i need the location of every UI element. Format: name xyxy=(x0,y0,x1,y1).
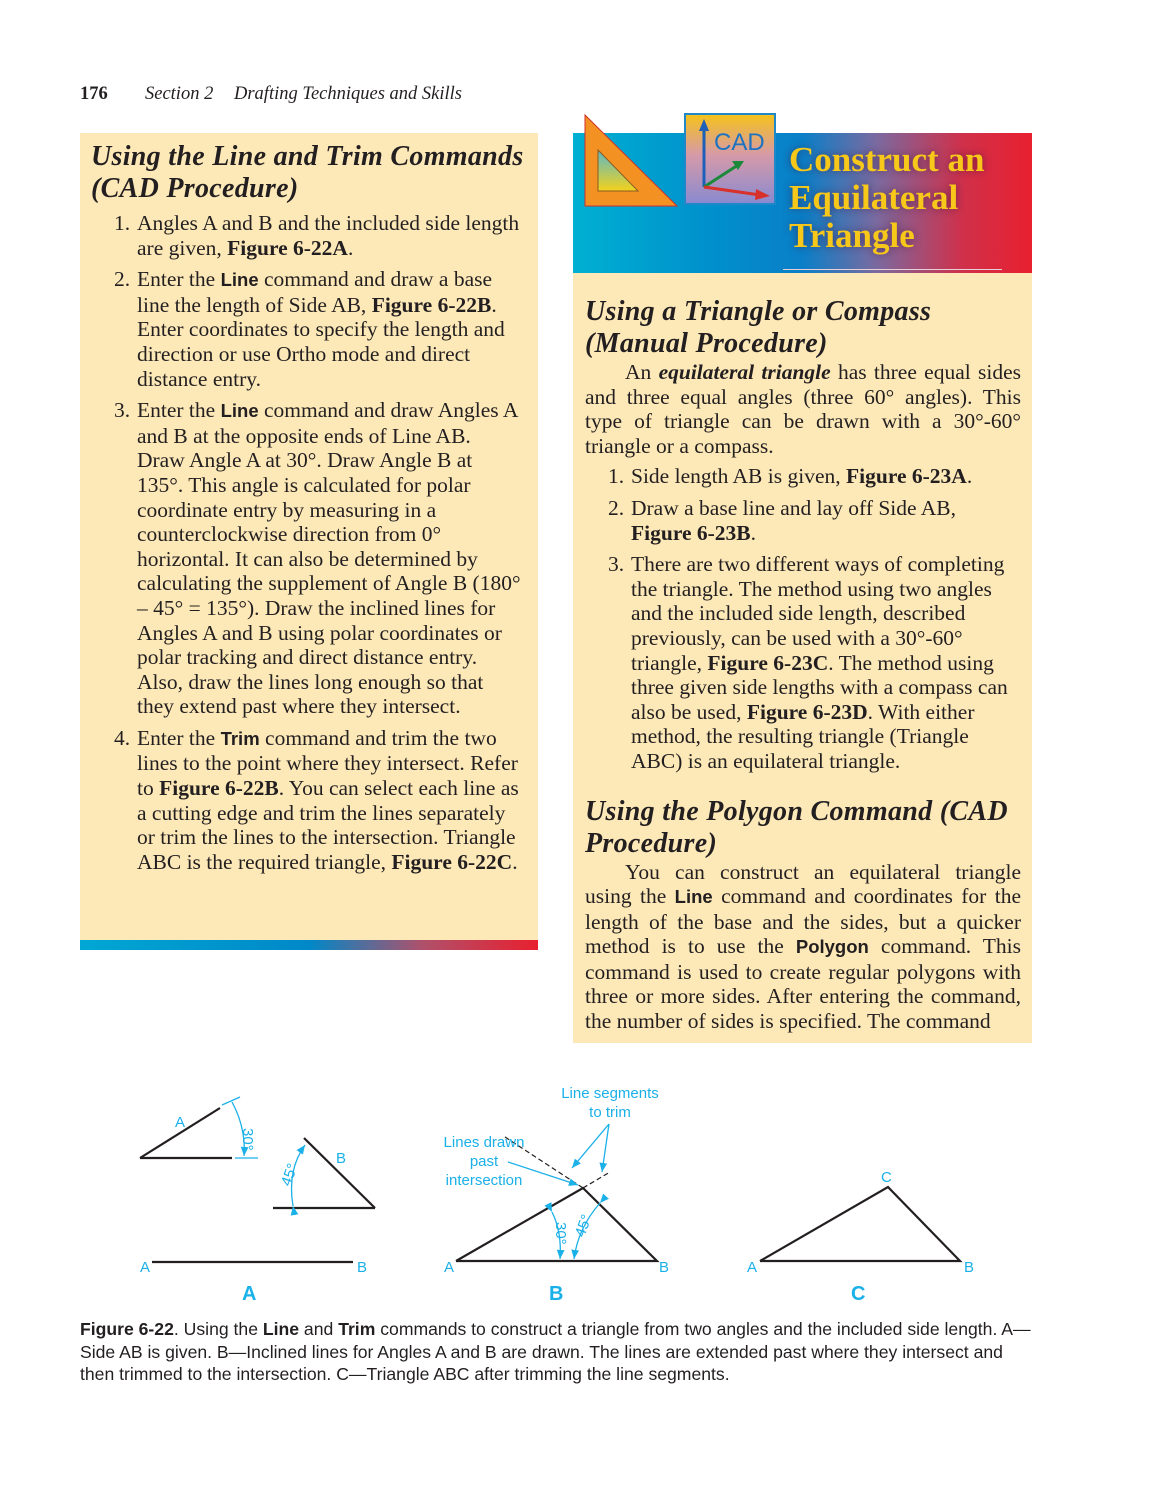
label-a: A xyxy=(140,1259,151,1276)
text-segment: Enter the xyxy=(137,267,221,292)
text-segment: command and draw a base line the length of Side AB, xyxy=(137,267,493,317)
step-text xyxy=(631,496,956,545)
section-title: Drafting Techniques and Skills xyxy=(234,84,462,104)
angle-45-label: 45° xyxy=(277,1161,302,1189)
command-name: Polygon xyxy=(795,936,869,958)
text-segment: Draw a base line and lay off Side AB, xyxy=(631,495,957,520)
figure-6-22 xyxy=(0,1075,1156,1320)
emphasis-text: Figure 6-22B xyxy=(159,776,279,801)
cad-icon-label: CAD xyxy=(714,129,765,156)
list-item xyxy=(91,726,523,875)
angle-30-label: 30° xyxy=(552,1222,569,1245)
emphasis-text: Figure 6-22 xyxy=(80,1319,174,1339)
panel-label-a: A xyxy=(242,1283,257,1305)
panel-label-b: B xyxy=(549,1283,564,1305)
emphasis-text: Figure 6-22C xyxy=(391,849,513,874)
text-segment: Side length AB is given, xyxy=(631,464,846,489)
emphasis-text: Figure 6-23B xyxy=(631,520,751,545)
emphasis-text: Figure 6-23A xyxy=(846,464,967,489)
emphasis-text: Figure 6-22A xyxy=(227,235,348,260)
step-number: 2. xyxy=(608,495,625,520)
polygon-paragraph xyxy=(585,860,1021,1034)
drafting-triangle-icon xyxy=(583,113,679,208)
text-segment: . You can select each line as a cutting edge and trim the lines separately or trim the lines to the intersection. Triangle ABC is the required triangle, xyxy=(137,776,519,874)
text-segment: Angles A and B and the included side length are given, xyxy=(137,211,520,260)
step-number: 4. xyxy=(114,725,131,750)
command-name: Line xyxy=(674,886,713,908)
callout-trim-line1: Line segments xyxy=(561,1085,659,1102)
text-segment: and xyxy=(299,1319,339,1339)
text-segment: . With either method, the resulting triangle (Triangle ABC) is an equilateral triangle. xyxy=(631,699,975,773)
figure-caption xyxy=(80,1318,1040,1386)
manual-procedure-heading: Using a Triangle or Compass (Manual Procedure) xyxy=(585,296,932,359)
text-segment: There are two different ways of completing the triangle. The method using two angles and the included side length, described previously, can be used with a 30°-60° triangle, xyxy=(631,552,1005,675)
emphasis-text: Line xyxy=(262,1319,300,1339)
label-b: B xyxy=(336,1150,347,1167)
text-segment: . xyxy=(966,464,973,489)
callout-past-line2: past xyxy=(469,1153,499,1170)
step-text xyxy=(631,464,972,488)
text-segment: . The method using three given side lengths with a compass can also be used, xyxy=(631,650,1008,724)
label-a: A xyxy=(747,1259,758,1276)
color-bar xyxy=(80,940,538,950)
page-number: 176 xyxy=(80,84,108,104)
text-segment: command. This command is used to create regular polygons with three or more sides. After entering the command, the number of sides is specified. The command xyxy=(585,934,1021,1034)
label-b: B xyxy=(659,1259,670,1276)
text-segment: . Enter coordinates to specify the length and direction or use Ortho mode and direct distance entry. xyxy=(137,292,505,391)
emphasis-text: Figure 6-22B xyxy=(371,292,492,317)
text-segment: . xyxy=(750,520,757,545)
steps-list xyxy=(91,211,531,874)
step-number: 1. xyxy=(114,211,131,235)
text-segment: command and draw Angles A and B at the opposite ends of Line AB. Draw Angle A at 30°. Draw Angle B at 135°. This angle is calculated for polar coordinate entry by measuring in a counterclockwise direction from 0° horizontal. It can also be determined by calculating the supplement of Angle B (180° – 45° = 135°). Draw the inclined lines for Angles A and B using polar coordinates or polar tracking and direct distance entry. Also, draw the lines long enough so that they extend past where they intersect. xyxy=(137,398,521,719)
callout-trim-line2: to trim xyxy=(589,1104,631,1121)
list-item xyxy=(585,552,1021,773)
label-b: B xyxy=(357,1259,368,1276)
emphasis-text: Figure 6-23C xyxy=(707,650,829,675)
command-name: Line xyxy=(220,400,259,422)
command-name: Line xyxy=(220,269,259,291)
cad-icon xyxy=(684,113,776,205)
angle-45-label: 45° xyxy=(571,1212,596,1240)
step-text xyxy=(137,211,519,260)
callout-past-line3: intersection xyxy=(445,1172,523,1189)
step-text xyxy=(137,267,505,390)
text-segment: command and coordinates for the length of the base and the sides, but a quicker method is to use the xyxy=(585,884,1021,959)
steps-list xyxy=(585,464,1021,773)
section-label: Section 2 xyxy=(145,84,214,104)
list-item xyxy=(91,398,523,719)
angle-30-label: 30° xyxy=(239,1128,256,1151)
text-segment: . xyxy=(512,849,518,874)
step-number: 3. xyxy=(114,398,131,423)
command-name: Trim xyxy=(220,727,260,749)
text-segment: Enter the xyxy=(137,725,221,750)
list-item xyxy=(91,211,523,260)
cad-procedure-box xyxy=(80,133,538,950)
banner-title: Construct an Equilateral Triangle xyxy=(789,140,985,255)
step-text xyxy=(137,726,519,874)
emphasis-text: Figure 6-23D xyxy=(746,699,868,724)
step-text xyxy=(137,398,521,718)
text-segment: . xyxy=(347,235,354,260)
divider xyxy=(783,269,1002,270)
intro-paragraph xyxy=(585,360,1021,458)
text-segment: . Using the xyxy=(173,1319,263,1339)
panel-label-c: C xyxy=(851,1283,866,1305)
label-a: A xyxy=(444,1259,455,1276)
list-item xyxy=(585,464,1021,489)
emphasis-text: Trim xyxy=(338,1319,376,1339)
label-a: A xyxy=(175,1114,186,1131)
step-number: 1. xyxy=(608,464,625,489)
box-heading: Using the Line and Trim Commands (CAD Procedure) xyxy=(91,141,524,204)
callout-past-line1: Lines drawn xyxy=(443,1134,525,1151)
list-item xyxy=(585,496,1021,545)
polygon-heading: Using the Polygon Command (CAD Procedure) xyxy=(585,795,1008,859)
text-segment: An xyxy=(625,360,659,384)
list-item xyxy=(91,267,523,391)
label-b: B xyxy=(964,1259,975,1276)
step-text xyxy=(631,552,1008,773)
step-number: 2. xyxy=(114,267,131,292)
text-segment: command and trim the two lines to the point where they intersect. Refer to xyxy=(137,725,518,801)
text-segment: commands to construct a triangle from two angles and the included side length. A—Side AB is given. B—Inclined lines for Angles A and B are drawn. The lines are extended past where they intersect and then trimmed to the intersection. C—Triangle ABC after trimming the line segments. xyxy=(80,1319,1031,1385)
text-segment: Enter the xyxy=(137,398,221,423)
text-segment: has three equal sides and three equal angles (three 60° angles). This type of triangle can be drawn with a 30°-60° triangle or a compass. xyxy=(585,360,1021,458)
step-number: 3. xyxy=(608,552,625,577)
label-c: C xyxy=(881,1169,892,1186)
term: equilateral triangle xyxy=(658,360,831,384)
text-segment: You can construct an equilateral triangle using the xyxy=(585,859,1021,909)
